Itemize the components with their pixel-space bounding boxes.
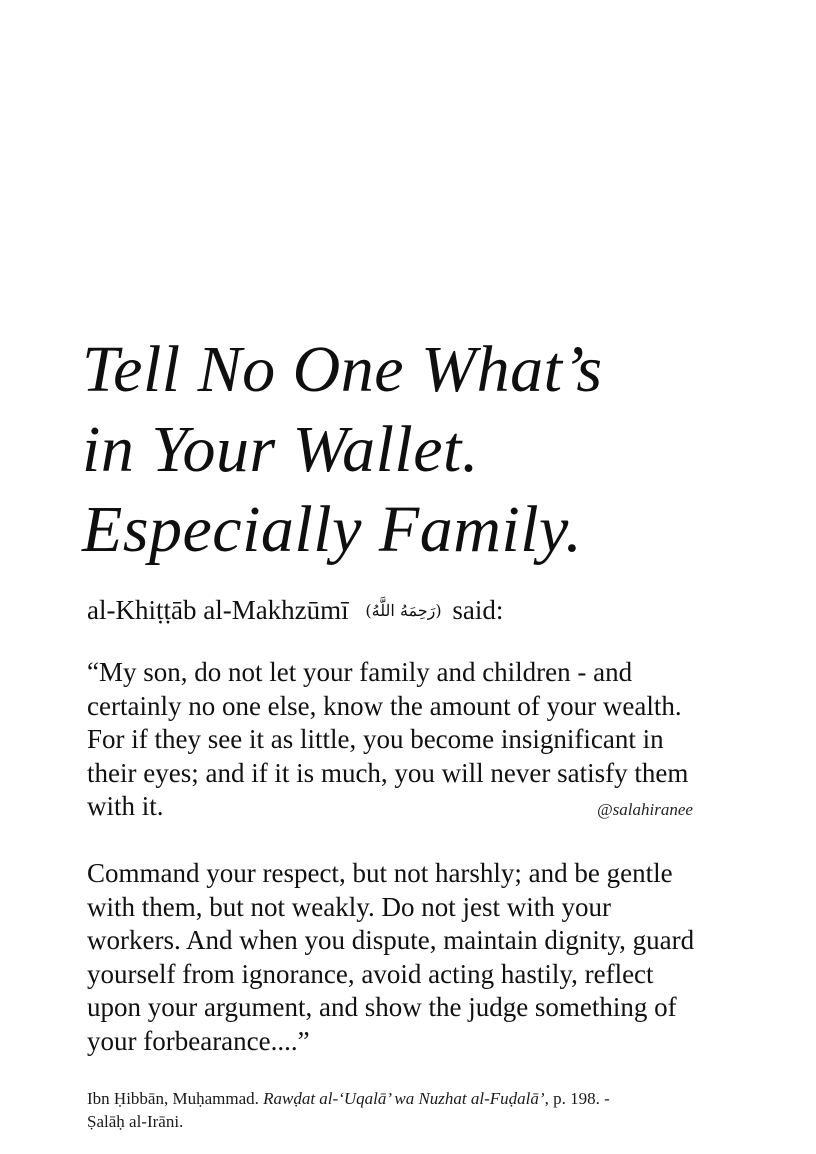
quote-line: certainly no one else, know the amount of your wealth. bbox=[87, 690, 682, 721]
speaker-attribution bbox=[87, 590, 503, 631]
page-title bbox=[82, 330, 782, 570]
quote-line: their eyes; and if it is much, you will never satisfy them bbox=[87, 757, 689, 788]
quote-line: “My son, do not let your family and children - and bbox=[87, 657, 633, 687]
quote-paragraph-2 bbox=[87, 857, 727, 1058]
speaker-name: al-Khiṭṭāb al-Makhzūmī bbox=[87, 595, 349, 625]
title-line-1: Tell No One What’s bbox=[82, 333, 603, 406]
quote-line: with it. bbox=[87, 791, 164, 821]
honorific-phrase: (رَحِمَهُ اللَّهُ) bbox=[365, 601, 442, 620]
source-citation bbox=[87, 1087, 610, 1133]
quote-line: with them, but not weakly. Do not jest with your bbox=[87, 891, 611, 922]
said-label: said: bbox=[452, 595, 504, 625]
quote-line: yourself from ignorance, avoid acting hastily, reflect bbox=[87, 958, 654, 989]
citation-book-title: Rawḍat al-‘Uqalā’ wa Nuzhat al-Fuḍalā’ bbox=[263, 1089, 545, 1108]
citation-author: Ibn Ḥibbān, Muḥammad. bbox=[87, 1089, 259, 1108]
quote-line: workers. And when you dispute, maintain dignity, guard bbox=[87, 925, 695, 955]
quote-line: upon your argument, and show the judge something of bbox=[87, 992, 677, 1022]
quote-line: your forbearance....” bbox=[87, 1025, 310, 1056]
citation-translator: Ṣalāḥ al-Irāni. bbox=[87, 1112, 184, 1131]
quote-line: Command your respect, but not harshly; and be gentle bbox=[87, 858, 673, 888]
title-line-2: in Your Wallet. bbox=[82, 413, 479, 486]
citation-line-1 bbox=[87, 1087, 610, 1110]
quote-line: For if they see it as little, you become insignificant in bbox=[87, 724, 664, 754]
social-handle: @salahiranee bbox=[597, 800, 693, 819]
title-line-3: Especially Family. bbox=[82, 493, 583, 566]
citation-page: , p. 198. - bbox=[544, 1089, 610, 1108]
